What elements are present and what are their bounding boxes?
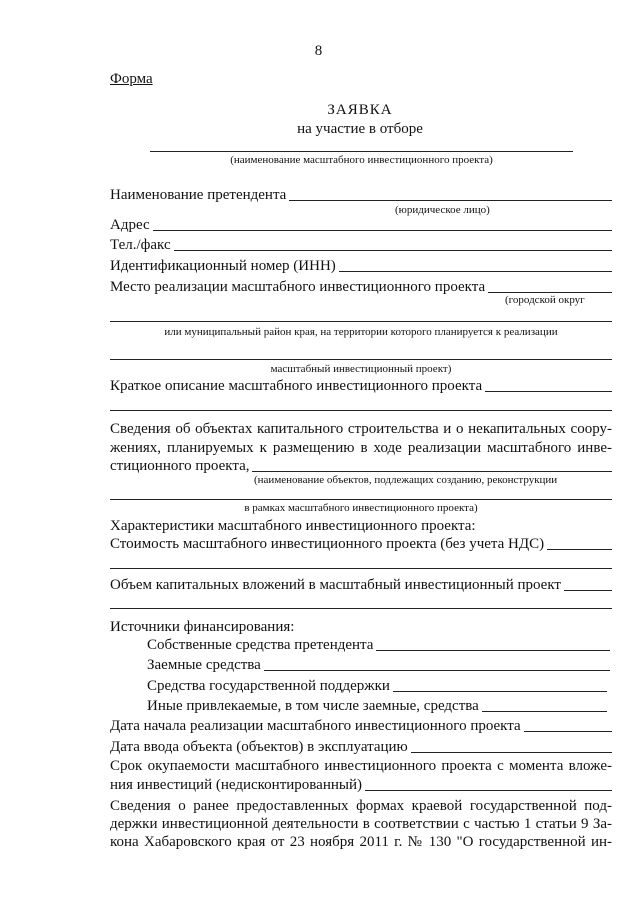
- address-label: Адрес: [110, 217, 150, 233]
- borrowed-funds-input-line[interactable]: [264, 670, 610, 671]
- volume-label: Объем капитальных вложений в масштабный инвестиционный проект: [110, 577, 561, 593]
- financing-heading: Источники финансирования:: [110, 619, 295, 635]
- other-funds-input-line[interactable]: [482, 711, 607, 712]
- commission-date-label: Дата ввода объекта (объектов) в эксплуатацию: [110, 739, 408, 755]
- capital-objects-line-1: Сведения об объектах капитального строительства и о некапитальных соору-: [110, 421, 612, 437]
- commission-date-field[interactable]: [110, 738, 612, 756]
- payback-field[interactable]: [110, 776, 612, 794]
- applicant-label: Наименование претендента: [110, 187, 287, 203]
- capital-objects-line-3: стиционного проекта,: [110, 458, 250, 474]
- commission-date-input-line[interactable]: [411, 752, 612, 753]
- form-label: Форма: [110, 71, 153, 87]
- start-date-field[interactable]: [110, 717, 612, 735]
- characteristics-heading: Характеристики масштабного инвестиционного проекта:: [110, 518, 476, 534]
- short-desc-field[interactable]: [110, 377, 612, 395]
- state-funds-label: Средства государственной поддержки: [147, 678, 390, 694]
- volume-input-line[interactable]: [564, 590, 612, 591]
- capital-objects-hint-2: в рамках масштабного инвестиционного проекта): [244, 502, 478, 514]
- volume-field[interactable]: [110, 576, 612, 594]
- cost-input-line[interactable]: [547, 549, 612, 550]
- inn-input-line[interactable]: [339, 271, 612, 272]
- prior-support-line-1: Сведения о ранее предоставленных формах краевой государственной под-: [110, 798, 612, 814]
- borrowed-funds-field[interactable]: [147, 656, 610, 674]
- state-funds-input-line[interactable]: [393, 691, 607, 692]
- other-funds-label: Иные привлекаемые, в том числе заемные, средства: [147, 698, 479, 714]
- project-name-line[interactable]: [150, 151, 573, 152]
- phone-label: Тел./факс: [110, 237, 171, 253]
- project-name-hint: (наименование масштабного инвестиционного проекта): [230, 154, 493, 166]
- capital-objects-line-2: жениях, планируемых к размещению в ходе реализации масштабного инве-: [110, 440, 612, 456]
- prior-support-line-2: держки инвестиционной деятельности в соответствии с частью 1 статьи 9 За-: [110, 816, 612, 832]
- own-funds-field[interactable]: [147, 636, 610, 654]
- location-line-3[interactable]: [110, 359, 612, 360]
- capital-objects-field[interactable]: [110, 457, 612, 475]
- borrowed-funds-label: Заемные средства: [147, 657, 261, 673]
- inn-field[interactable]: [110, 257, 612, 275]
- short-desc-label: Краткое описание масштабного инвестиционного проекта: [110, 378, 483, 394]
- payback-line-2: ния инвестиций (недисконтированный): [110, 777, 362, 793]
- start-date-label: Дата начала реализации масштабного инвестиционного проекта: [110, 718, 521, 734]
- document-title: ЗАЯВКА: [327, 102, 393, 118]
- applicant-field[interactable]: [110, 186, 612, 204]
- other-funds-field[interactable]: [147, 697, 607, 715]
- phone-input-line[interactable]: [174, 250, 612, 251]
- volume-line-2[interactable]: [110, 608, 612, 609]
- inn-label: Идентификационный номер (ИНН): [110, 258, 336, 274]
- applicant-hint: (юридическое лицо): [395, 204, 490, 216]
- cost-line-2[interactable]: [110, 568, 612, 569]
- applicant-input-line[interactable]: [289, 200, 612, 201]
- payback-input-line[interactable]: [365, 790, 612, 791]
- capital-objects-hint-1: (наименование объектов, подлежащих созданию, реконструкции: [254, 474, 558, 486]
- own-funds-input-line[interactable]: [376, 650, 610, 651]
- own-funds-label: Собственные средства претендента: [147, 637, 374, 653]
- state-funds-field[interactable]: [147, 677, 607, 695]
- location-hint-2: или муниципальный район края, на территории которого планируется к реализации: [164, 326, 558, 338]
- cost-field[interactable]: [110, 535, 612, 553]
- address-field[interactable]: [110, 216, 612, 234]
- prior-support-line-3: кона Хабаровского края от 23 ноября 2011 г. № 130 "О государственной ин-: [110, 834, 612, 850]
- location-label: Место реализации масштабного инвестиционного проекта: [110, 279, 486, 295]
- capital-objects-input-line[interactable]: [252, 471, 612, 472]
- phone-field[interactable]: [110, 236, 612, 254]
- short-desc-input-line[interactable]: [485, 391, 612, 392]
- capital-objects-line-4[interactable]: [110, 499, 612, 500]
- payback-line-1: Срок окупаемости масштабного инвестиционного проекта с момента вложе-: [110, 758, 612, 774]
- location-line-2[interactable]: [110, 321, 612, 322]
- start-date-input-line[interactable]: [524, 731, 612, 732]
- address-input-line[interactable]: [153, 230, 612, 231]
- location-hint-1: (городской округ: [505, 294, 585, 306]
- short-desc-line-2[interactable]: [110, 410, 612, 411]
- document-subtitle: на участие в отборе: [297, 121, 423, 137]
- location-input-line[interactable]: [488, 292, 612, 293]
- location-hint-3: масштабный инвестиционный проект): [270, 363, 452, 375]
- page-number: 8: [314, 43, 323, 59]
- cost-label: Стоимость масштабного инвестиционного проекта (без учета НДС): [110, 536, 545, 552]
